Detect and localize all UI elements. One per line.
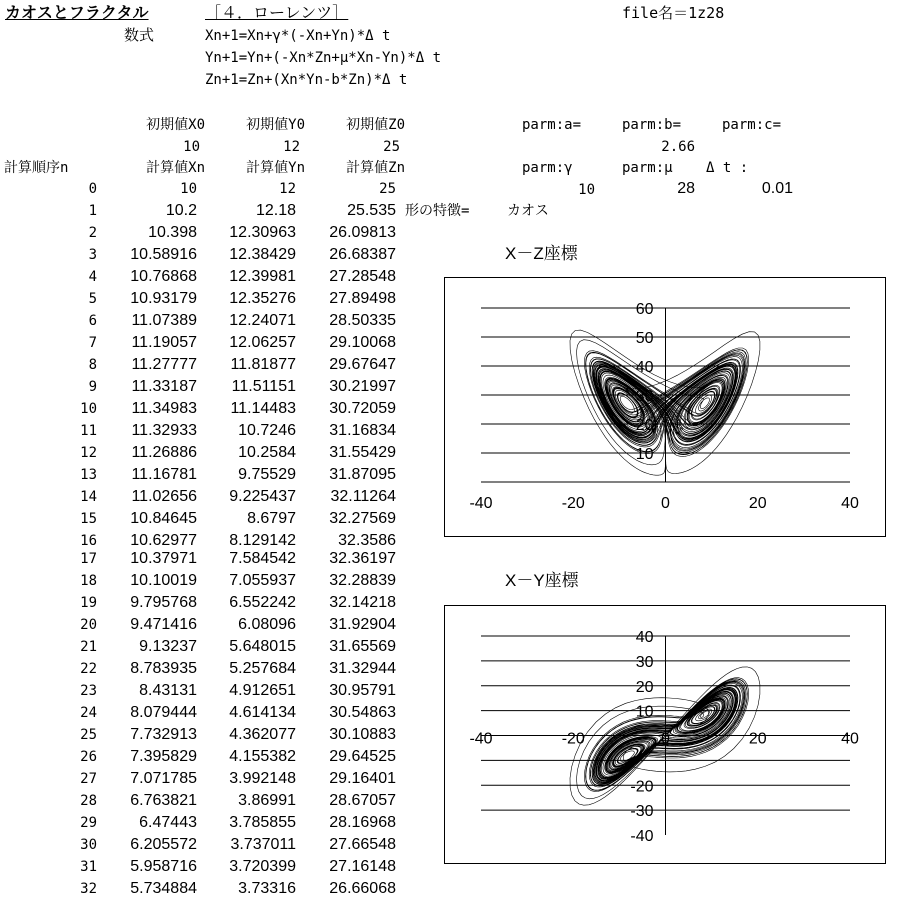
file-name-label: file名＝1z28 [622, 4, 725, 22]
xz-chart-plot [445, 278, 885, 536]
xy-y-tick-label: -20 [630, 778, 654, 796]
cell-yn: 5.257684 [229, 660, 296, 677]
cell-xn: 11.27777 [131, 356, 197, 373]
cell-xn: 6.205572 [130, 836, 197, 853]
cell-zn: 26.09813 [329, 224, 396, 241]
cell-zn: 28.16968 [329, 814, 396, 831]
cell-xn: 11.19057 [131, 334, 197, 351]
xy-x-tick-label: 0 [661, 730, 670, 748]
cell-n: 15 [80, 511, 97, 527]
cell-n: 8 [88, 357, 97, 373]
cell-n: 7 [88, 335, 97, 351]
xz-chart-title: X－Z座標 [505, 244, 578, 263]
cell-yn: 10.7246 [238, 422, 296, 439]
xy-chart-title: X－Y座標 [505, 571, 579, 590]
cell-n: 28 [80, 793, 97, 809]
cell-xn: 9.471416 [130, 616, 197, 633]
cell-yn: 11.81877 [230, 356, 296, 373]
cell-xn: 8.43131 [139, 682, 197, 699]
cell-zn: 25 [379, 181, 396, 197]
cell-n: 5 [88, 291, 97, 307]
cell-yn: 9.75529 [238, 466, 296, 483]
cell-xn: 10.93179 [130, 290, 197, 307]
cell-yn: 3.737011 [230, 836, 296, 853]
cell-xn: 7.395829 [130, 748, 197, 765]
cell-n: 0 [88, 181, 97, 197]
initial-y0-label: 初期値Y0 [246, 117, 305, 133]
cell-xn: 10.2 [165, 202, 197, 219]
cell-zn: 26.68387 [329, 246, 396, 263]
xz-y-tick-label: 20 [635, 417, 654, 434]
param-c-label: parm:c= [722, 117, 782, 133]
cell-yn: 3.86991 [238, 792, 296, 809]
cell-xn: 10.37971 [130, 550, 197, 567]
cell-yn: 4.362077 [229, 726, 296, 743]
xy-x-tick-label: 20 [748, 730, 767, 748]
xy-y-tick-label: 30 [635, 653, 654, 671]
cell-zn: 31.32944 [329, 660, 396, 677]
header-xn: 計算値Xn [146, 160, 205, 176]
cell-zn: 27.16148 [329, 858, 396, 875]
cell-xn: 10.10019 [130, 572, 197, 589]
initial-x0-label: 初期値X0 [146, 117, 205, 133]
cell-zn: 28.50335 [329, 312, 396, 329]
cell-xn: 7.732913 [130, 726, 197, 743]
cell-yn: 5.648015 [229, 638, 296, 655]
cell-yn: 12 [279, 181, 296, 197]
cell-xn: 5.734884 [130, 880, 197, 897]
cell-xn: 11.02656 [131, 488, 197, 505]
cell-zn: 31.65569 [329, 638, 396, 655]
cell-n: 6 [88, 313, 97, 329]
cell-yn: 8.6797 [247, 510, 296, 527]
cell-n: 17 [80, 551, 97, 567]
cell-yn: 3.785855 [229, 814, 296, 831]
cell-n: 16 [80, 533, 97, 549]
param-gamma-label: parm:γ [522, 160, 573, 176]
cell-zn: 31.87095 [329, 466, 396, 483]
cell-n: 13 [80, 467, 97, 483]
cell-yn: 4.155382 [229, 748, 296, 765]
param-a-label: parm:a= [522, 117, 582, 133]
formula-y: Yn+1=Yn+(-Xn*Zn+μ*Xn-Yn)*Δ t [205, 50, 442, 66]
cell-zn: 27.89498 [329, 290, 396, 307]
cell-yn: 11.51151 [231, 378, 296, 395]
cell-yn: 12.18 [255, 202, 296, 219]
cell-n: 32 [80, 881, 97, 897]
xy-y-tick-label: 20 [635, 678, 654, 696]
cell-n: 10 [80, 401, 97, 417]
xy-x-tick-label: 40 [841, 730, 859, 748]
cell-xn: 8.079444 [130, 704, 197, 721]
cell-zn: 30.10883 [329, 726, 396, 743]
cell-n: 19 [80, 595, 97, 611]
cell-zn: 32.27569 [329, 510, 396, 527]
cell-zn: 30.95791 [329, 682, 396, 699]
cell-yn: 8.129142 [229, 532, 296, 549]
cell-xn: 9.795768 [130, 594, 197, 611]
param-mu-value: 28 [677, 180, 695, 197]
cell-n: 24 [80, 705, 97, 721]
cell-yn: 4.614134 [229, 704, 296, 721]
xz-x-tick-label: -40 [469, 495, 493, 512]
cell-n: 4 [88, 269, 97, 285]
cell-zn: 32.28839 [329, 572, 396, 589]
xy-x-tick-label: -40 [469, 730, 493, 748]
cell-n: 1 [88, 203, 97, 219]
xy-y-tick-label: -40 [630, 828, 654, 845]
cell-xn: 5.958716 [130, 858, 197, 875]
cell-xn: 10.84645 [130, 510, 197, 527]
cell-xn: 7.071785 [130, 770, 197, 787]
cell-xn: 11.16781 [131, 466, 197, 483]
cell-n: 18 [80, 573, 97, 589]
cell-zn: 29.10068 [329, 334, 396, 351]
cell-zn: 32.3586 [338, 532, 396, 549]
param-dt-value: 0.01 [761, 180, 793, 197]
cell-yn: 3.73316 [238, 880, 296, 897]
cell-xn: 10.62977 [130, 532, 197, 549]
cell-zn: 30.72059 [329, 400, 396, 417]
xz-x-tick-label: 40 [841, 495, 859, 512]
cell-n: 31 [80, 859, 97, 875]
cell-xn: 11.07389 [131, 312, 197, 329]
xz-y-tick-label: 40 [635, 359, 654, 376]
header-zn: 計算値Zn [346, 160, 405, 176]
cell-yn: 12.39981 [229, 268, 296, 285]
cell-xn: 8.783935 [130, 660, 197, 677]
cell-n: 21 [80, 639, 97, 655]
param-gamma-value: 10 [578, 182, 595, 198]
cell-zn: 32.36197 [329, 550, 396, 567]
param-mu-label: parm:μ [622, 160, 673, 176]
cell-n: 29 [80, 815, 97, 831]
cell-yn: 6.08096 [238, 616, 296, 633]
xz-x-tick-label: 20 [748, 495, 767, 512]
cell-yn: 6.552242 [229, 594, 296, 611]
xz-y-tick-label: 30 [635, 388, 654, 405]
cell-yn: 3.992148 [229, 770, 296, 787]
xz-x-tick-label: -20 [561, 495, 585, 512]
xy-chart [444, 605, 886, 864]
initial-y0-value: 12 [283, 139, 300, 155]
cell-n: 23 [80, 683, 97, 699]
cell-zn: 30.54863 [329, 704, 396, 721]
feature-label: 形の特徴= [405, 203, 470, 219]
cell-xn: 11.34983 [131, 400, 197, 417]
cell-zn: 25.535 [347, 202, 396, 219]
cell-n: 20 [80, 617, 97, 633]
cell-zn: 27.66548 [329, 836, 396, 853]
cell-zn: 27.28548 [329, 268, 396, 285]
section-title: ［４．ローレンツ］ [205, 3, 349, 22]
xy-x-tick-label: -20 [561, 730, 585, 748]
cell-xn: 10.58916 [130, 246, 197, 263]
cell-n: 9 [88, 379, 97, 395]
xz-y-tick-label: 10 [635, 446, 654, 463]
cell-zn: 31.16834 [329, 422, 396, 439]
xz-x-tick-label: 0 [661, 495, 670, 512]
cell-n: 3 [88, 247, 97, 263]
cell-xn: 6.47443 [139, 814, 197, 831]
xy-y-tick-label: 40 [635, 629, 654, 646]
formula-z: Zn+1=Zn+(Xn*Yn-b*Zn)*Δ t [205, 72, 408, 88]
cell-yn: 7.055937 [229, 572, 296, 589]
cell-zn: 29.16401 [329, 770, 396, 787]
initial-z0-label: 初期値Z0 [346, 117, 405, 133]
cell-zn: 32.14218 [329, 594, 396, 611]
cell-zn: 30.21997 [329, 378, 396, 395]
cell-n: 12 [80, 445, 97, 461]
cell-zn: 31.55429 [329, 444, 396, 461]
cell-n: 2 [88, 225, 97, 241]
header-yn: 計算値Yn [246, 160, 305, 176]
cell-yn: 12.06257 [229, 334, 296, 351]
xz-chart [444, 277, 886, 537]
feature-value: カオス [507, 203, 549, 219]
cell-zn: 28.67057 [329, 792, 396, 809]
cell-yn: 12.35276 [229, 290, 296, 307]
cell-zn: 29.64525 [329, 748, 396, 765]
cell-n: 22 [80, 661, 97, 677]
cell-yn: 9.225437 [229, 488, 296, 505]
xy-y-tick-label: 10 [635, 703, 654, 721]
cell-n: 11 [80, 423, 97, 439]
param-b-label: parm:b= [622, 117, 682, 133]
cell-yn: 12.30963 [229, 224, 296, 241]
cell-yn: 11.14483 [230, 400, 296, 417]
formula-label: 数式 [124, 26, 155, 44]
cell-zn: 32.11264 [330, 488, 396, 505]
cell-zn: 29.67647 [329, 356, 396, 373]
initial-z0-value: 25 [383, 139, 400, 155]
cell-yn: 3.720399 [229, 858, 296, 875]
cell-xn: 11.33187 [131, 378, 197, 395]
page-title: カオスとフラクタル [5, 3, 149, 22]
cell-n: 14 [80, 489, 97, 505]
xy-y-tick-label: -30 [630, 803, 654, 821]
param-dt-label: Δ t : [706, 160, 749, 176]
header-n: 計算順序n [4, 160, 69, 176]
xz-y-tick-label: 50 [635, 330, 654, 347]
cell-yn: 10.2584 [238, 444, 296, 461]
cell-n: 30 [80, 837, 97, 853]
cell-n: 26 [80, 749, 97, 765]
cell-n: 25 [80, 727, 97, 743]
cell-xn: 11.32933 [131, 422, 197, 439]
param-b-value: 2.66 [661, 139, 695, 155]
xy-chart-plot [445, 606, 885, 863]
cell-zn: 26.66068 [329, 880, 396, 897]
cell-yn: 7.584542 [229, 550, 296, 567]
cell-zn: 31.92904 [329, 616, 396, 633]
formula-x: Xn+1=Xn+γ*(-Xn+Yn)*Δ t [205, 28, 391, 44]
cell-xn: 10 [180, 181, 197, 197]
cell-yn: 12.38429 [229, 246, 296, 263]
cell-yn: 12.24071 [229, 312, 296, 329]
cell-n: 27 [80, 771, 97, 787]
cell-xn: 11.26886 [131, 444, 197, 461]
initial-x0-value: 10 [183, 139, 200, 155]
cell-yn: 4.912651 [229, 682, 296, 699]
xz-y-tick-label: 60 [635, 301, 654, 318]
cell-xn: 6.763821 [130, 792, 197, 809]
cell-xn: 9.13237 [139, 638, 197, 655]
cell-xn: 10.398 [148, 224, 197, 241]
cell-xn: 10.76868 [130, 268, 197, 285]
